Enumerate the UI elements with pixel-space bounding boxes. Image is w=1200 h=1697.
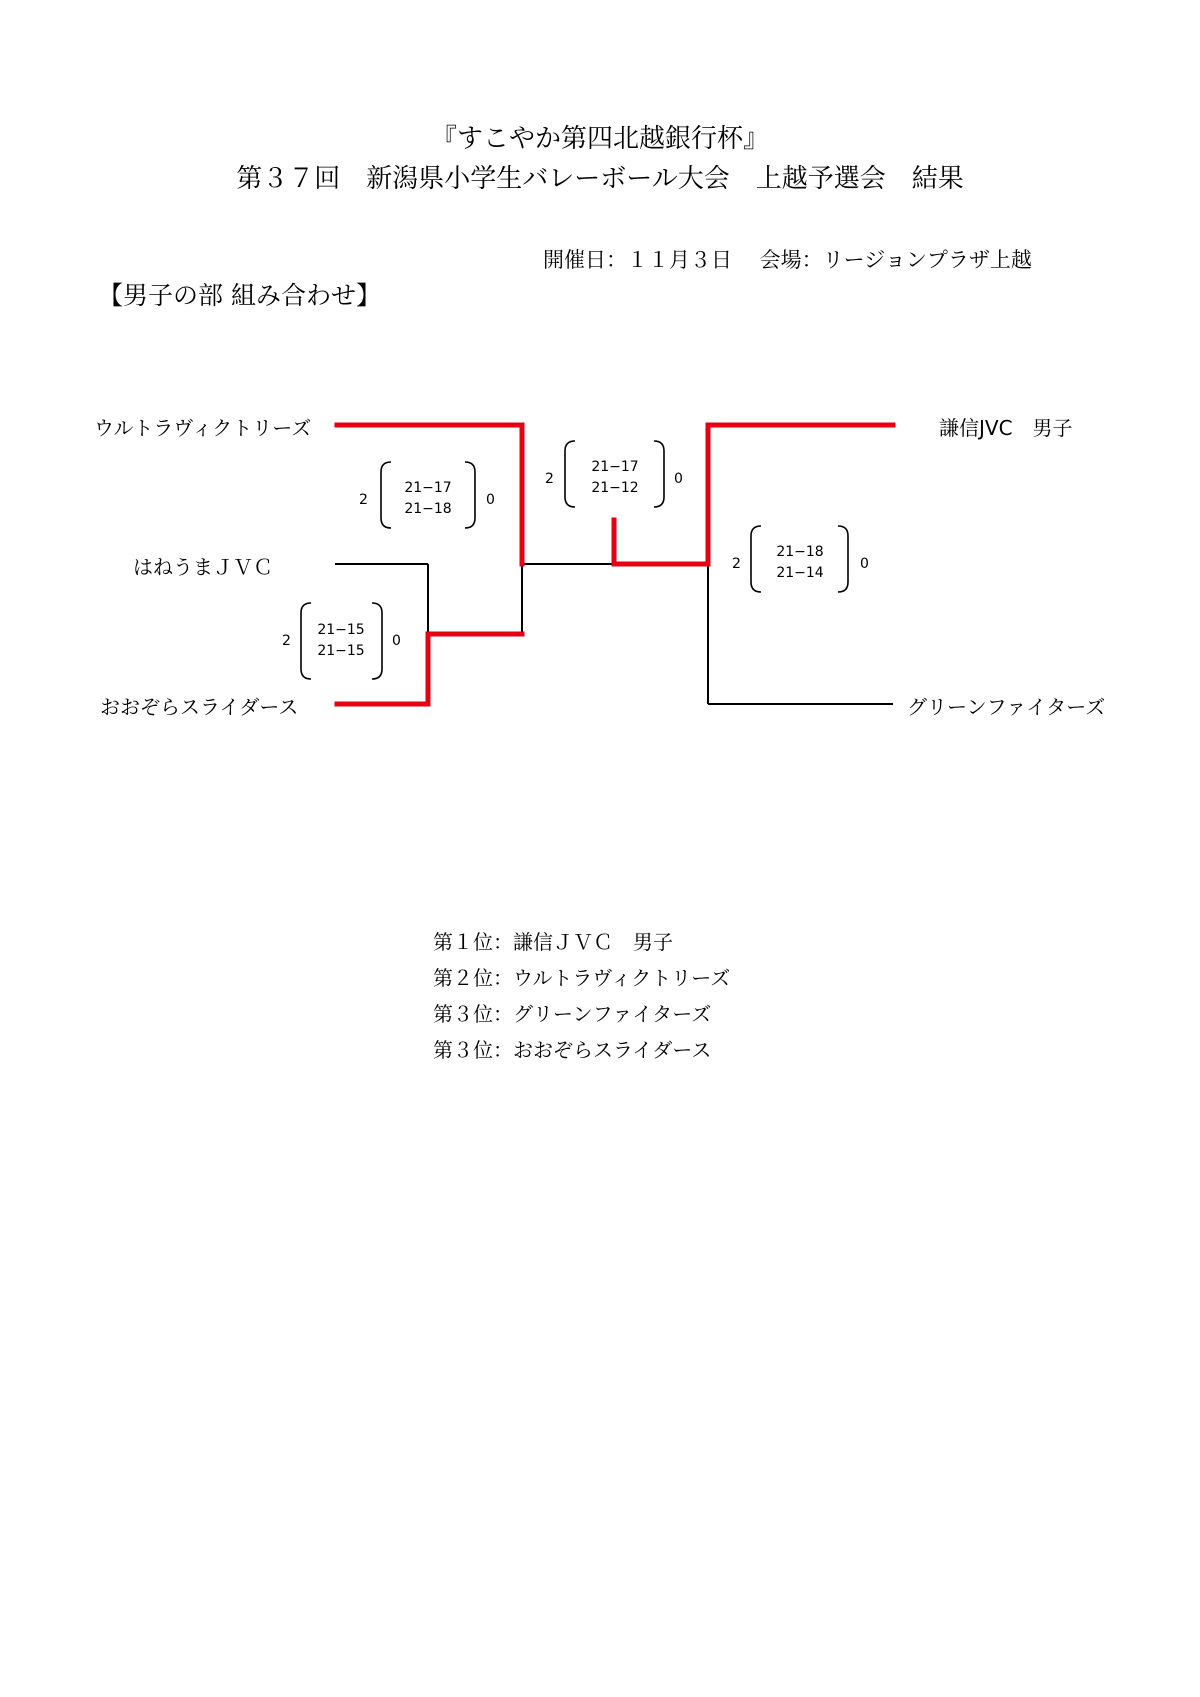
paren-left-m1 — [381, 462, 391, 528]
match3-winner-sets: 2 — [545, 471, 554, 487]
team-name-t1: ウルトラヴィクトリーズ — [94, 416, 312, 440]
result-rank-1: 第１位：謙信ＪＶＣ 男子 — [433, 930, 673, 954]
match2-loser-sets: 0 — [392, 633, 401, 649]
result-rank-3a: 第３位：グリーンファイターズ — [433, 1002, 712, 1026]
document-title-line1: 『すこやか第四北越銀行杯』 — [430, 124, 769, 154]
match1-set2: 21−18 — [404, 501, 452, 517]
paren-right-m4 — [838, 526, 848, 592]
paren-right-m1 — [465, 462, 475, 528]
paren-left-m3 — [565, 441, 575, 507]
winner-path-final — [614, 520, 708, 564]
match2-set1: 21−15 — [317, 622, 365, 638]
match2-winner-sets: 2 — [282, 633, 291, 649]
document-title-line2: 第３７回 新潟県小学生バレーボール大会 上越予選会 結果 — [236, 164, 964, 194]
match1-set1: 21−17 — [404, 480, 452, 496]
team-name-t3: おおぞらスライダース — [100, 695, 299, 719]
section-title: 【男子の部 組み合わせ】 — [98, 281, 381, 310]
match3-set-scores — [580, 457, 650, 499]
match1-loser-sets: 0 — [486, 492, 495, 508]
match1-set-scores — [393, 478, 463, 520]
match3-set1: 21−17 — [591, 459, 639, 475]
match4-set1: 21−18 — [776, 544, 824, 560]
match4-winner-sets: 2 — [732, 556, 741, 572]
match2-set-scores — [306, 620, 376, 662]
paren-left-m4 — [751, 526, 761, 592]
team-name-t5: グリーンファイターズ — [907, 695, 1106, 719]
match1-winner-sets: 2 — [359, 492, 368, 508]
match4-loser-sets: 0 — [860, 556, 869, 572]
match2-set2: 21−15 — [317, 643, 365, 659]
match4-set-scores — [765, 542, 835, 584]
result-rank-2: 第２位：ウルトラヴィクトリーズ — [433, 966, 731, 990]
match4-set2: 21−14 — [776, 565, 824, 581]
team-name-t4: 謙信JVC 男子 — [939, 416, 1073, 440]
team-name-t2: はねうまＪＶＣ — [133, 555, 273, 579]
date-venue: 開催日：１１月３日 会場：リージョンプラザ上越 — [543, 248, 1032, 272]
match3-set2: 21−12 — [591, 480, 639, 496]
match3-loser-sets: 0 — [674, 471, 683, 487]
result-rank-3b: 第３位：おおぞらスライダース — [433, 1038, 712, 1062]
paren-right-m3 — [654, 441, 664, 507]
